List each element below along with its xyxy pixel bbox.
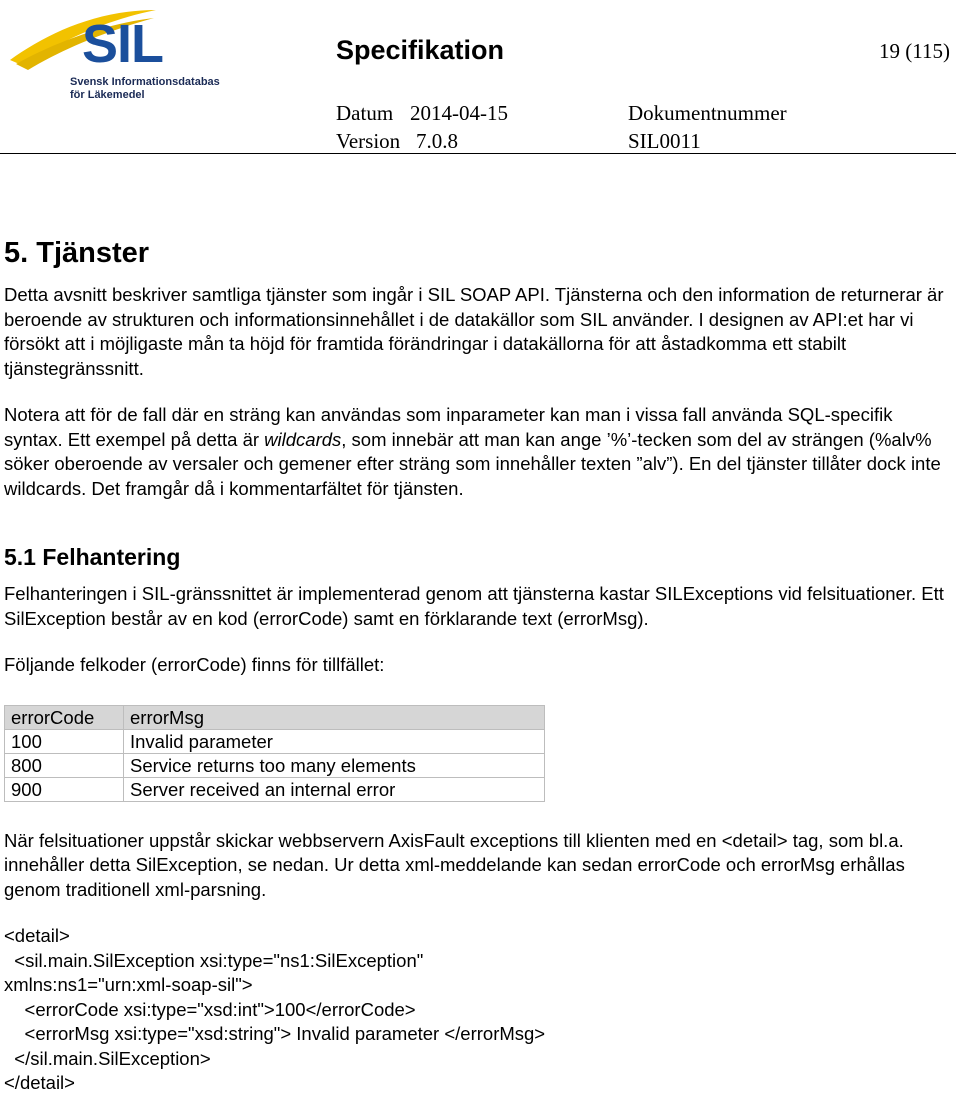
table-cell-msg: Server received an internal error <box>124 777 545 801</box>
sil-logo <box>6 4 220 104</box>
table-cell-code: 800 <box>5 753 124 777</box>
code-line: </detail> <box>4 1072 75 1093</box>
section-paragraph-2-part-b: , som innebär att man kan ange ’%’-tecken som del av strängen (%alv% söker oberoende av versaler och gemener efter sträng som innehåller texten ”alv”). En del tjänster tillåter dock inte wildcards. Det framgår då i kommentarfältet för tjänsten. <box>4 428 941 499</box>
section-paragraph-2 <box>4 403 952 501</box>
document-title: Specifikation <box>336 35 505 65</box>
code-line: <detail> <box>4 925 70 946</box>
table-row <box>5 753 545 777</box>
subsection-heading: 5.1 Felhantering <box>4 544 181 570</box>
page-number: 19 (115) <box>879 39 950 63</box>
logo-name: SIL <box>82 14 164 74</box>
subsection-paragraph-2: Följande felkoder (errorCode) finns för tillfället: <box>4 654 385 675</box>
code-line: </sil.main.SilException> <box>4 1047 211 1069</box>
code-line: <sil.main.SilException xsi:type="ns1:SilException" <box>4 949 424 971</box>
subsection-paragraph-3: När felsituationer uppstår skickar webbservern AxisFault exceptions till klienten med en <detail> tag, som bl.a. innehåller detta SilException, se nedan. Ur detta xml-meddelande kan sedan errorCode och errorMsg erhållas genom traditionell xml-parsning. <box>4 829 905 900</box>
table-row <box>5 729 545 753</box>
table-cell-msg: Service returns too many elements <box>124 753 545 777</box>
docnum-label: Dokumentnummer <box>628 101 787 125</box>
logo-subtitle-line2: för Läkemedel <box>70 89 145 101</box>
date-label: Datum <box>336 101 394 125</box>
logo-subtitle-line1: Svensk Informationsdatabas <box>70 76 220 88</box>
section-paragraph-1: Detta avsnitt beskriver samtliga tjänster som ingår i SIL SOAP API. Tjänsterna och den information de returnerar är beroende av strukturen och informationsinnehållet i de datakällor som SIL använder. I designen av API:et har vi försökt att i möjligaste mån ta höjd för framtida förändringar i datakällorna för att åstadkomma ett stabilt tjänstegränssnitt. <box>4 284 944 379</box>
table-cell-code: 100 <box>5 729 124 753</box>
code-line: xmlns:ns1="urn:xml-soap-sil"> <box>4 974 253 995</box>
error-code-table <box>4 705 545 802</box>
page-header <box>0 0 960 160</box>
table-row <box>5 777 545 801</box>
version-value: 7.0.8 <box>416 129 458 153</box>
section-paragraph-2-part-a: Notera att för de fall där en sträng kan användas som inparameter kan man i vissa fall använda SQL-specifik syntax. Ett exempel på detta är <box>4 404 893 450</box>
section-heading: 5. Tjänster <box>4 237 150 269</box>
table-header-errormsg: errorMsg <box>124 705 545 729</box>
subsection-paragraph-1: Felhanteringen i SIL-gränssnittet är implementerad genom att tjänsterna kastar SILExceptions vid felsituationer. Ett SilException består av en kod (errorCode) samt en förklarande text (errorMsg). <box>4 583 944 629</box>
xml-code-block <box>4 924 952 1096</box>
date-value: 2014-04-15 <box>410 101 508 125</box>
page-content <box>4 234 952 1096</box>
code-line: <errorCode xsi:type="xsd:int">100</errorCode> <box>4 998 416 1020</box>
version-label: Version <box>336 129 401 153</box>
code-line: <errorMsg xsi:type="xsd:string"> Invalid parameter </errorMsg> <box>4 1023 546 1044</box>
logo-subtitle <box>70 76 220 102</box>
table-header-errorcode: errorCode <box>5 705 124 729</box>
table-header-row <box>5 705 545 729</box>
docnum-value: SIL0011 <box>628 129 701 153</box>
table-cell-code: 900 <box>5 777 124 801</box>
wildcards-emphasis: wildcards <box>264 428 342 450</box>
header-divider <box>0 153 956 154</box>
table-cell-msg: Invalid parameter <box>124 729 545 753</box>
